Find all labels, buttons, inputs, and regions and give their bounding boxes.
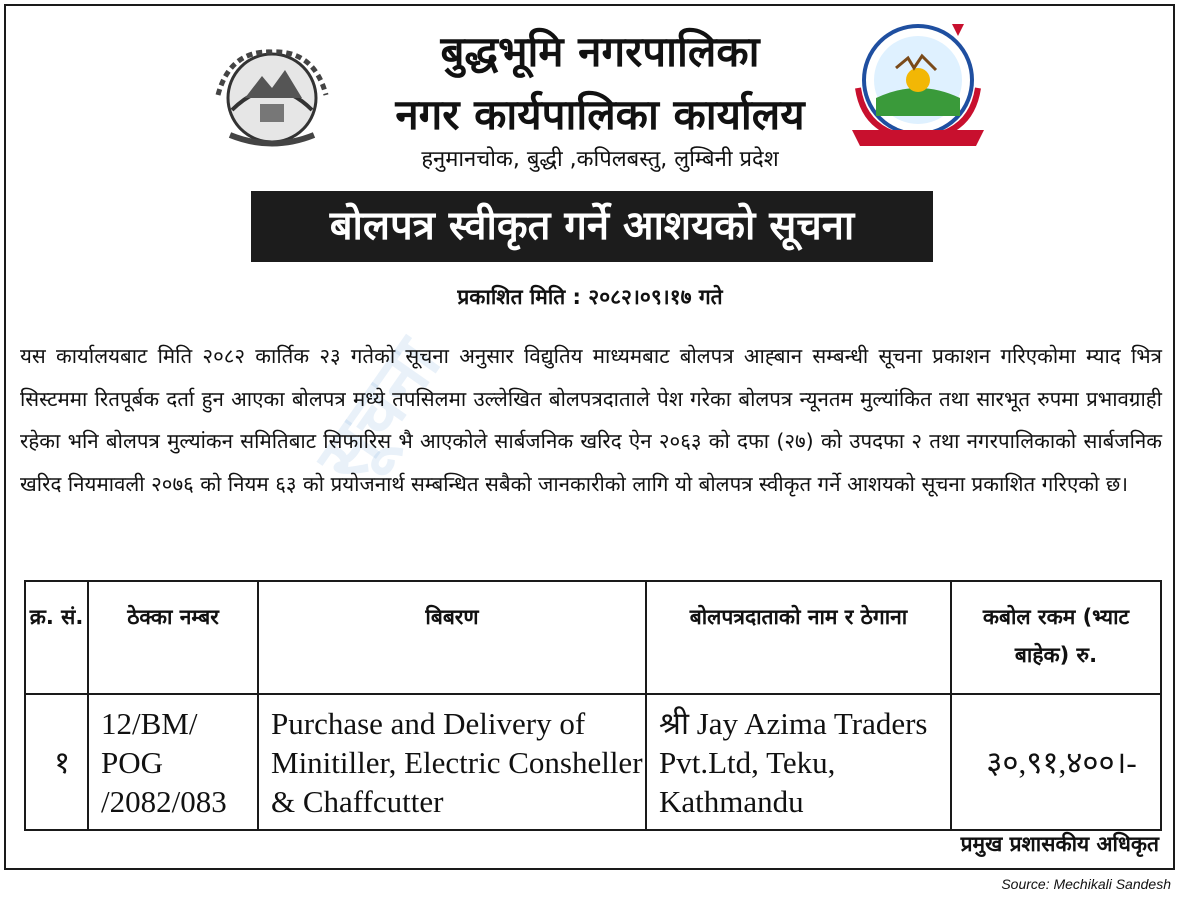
row-bidder: श्री Jay Azima Traders Pvt.Ltd, Teku, Kathmandu — [646, 694, 951, 830]
row-sn: १ — [25, 694, 88, 830]
office-name: नगर कार्यपालिका कार्यालय — [395, 90, 805, 139]
row-amount: ३०,९१,४००।- — [951, 694, 1161, 830]
watermark-logo-icon: सूचना — [302, 325, 456, 497]
source-credit: Source: Mechikali Sandesh — [1001, 876, 1171, 892]
notice-title-banner: बोलपत्र स्वीकृत गर्ने आशयको सूचना — [251, 191, 933, 262]
header-contract-no: ठेक्का नम्बर — [88, 581, 258, 694]
header-amount: कबोल रकम (भ्याट बाहेक) रु. — [951, 581, 1161, 694]
header-bidder: बोलपत्रदाताको नाम र ठेगाना — [646, 581, 951, 694]
signatory-title: प्रमुख प्रशासकीय अधिकृत — [960, 832, 1159, 856]
municipality-name: बुद्धभूमि नगरपालिका — [440, 27, 760, 76]
tender-table — [24, 580, 1162, 831]
row-description: Purchase and Delivery of Minitiller, Electric Consheller & Chaffcutter — [258, 694, 646, 830]
table-row — [25, 694, 1161, 830]
row-contract-no: 12/BM/ POG /2082/083 — [88, 694, 258, 830]
header-description: बिबरण — [258, 581, 646, 694]
table-header-row — [25, 581, 1161, 694]
office-address: हनुमानचोक, बुद्धी ,कपिलबस्तु, लुम्बिनी प्रदेश — [421, 147, 779, 172]
notice-body: यस कार्यालयबाट मिति २०८२ कार्तिक २३ गतेको सूचना अनुसार विद्युतिय माध्यमबाट बोलपत्र आह्बान सम्बन्धी सूचना प्रकाशन गरिएकोमा म्याद भित्र सिस्टममा रितपूर्बक दर्ता हुन आएका बोलपत्र मध्ये तपसिलमा उल्लेखित बोलपत्रदाताले पेश गरेका बोलपत्र न्यूनतम मुल्यांकित तथा सारभूत रुपमा प्रभावग्राही रहेका भनि बोलपत्र मुल्यांकन समितिबाट सिफारिस भै आएकोले सार्बजनिक खरिद ऐन २०६३ को दफा (२७) को उपदफा २ तथा नगरपालिकाको सार्बजनिक खरिद नियमावली २०७६ को नियम ६३ को प्रयोजनार्थ सम्बन्धित सबैको जानकारीको लागि यो बोलपत्र स्वीकृत गर्ने आशयको सूचना प्रकाशित गरिएको छ। — [20, 344, 1162, 496]
published-date: प्रकाशित मिति : २०८२।०९।१७ गते — [457, 285, 723, 309]
header-sn: क्र. सं. — [25, 581, 88, 694]
